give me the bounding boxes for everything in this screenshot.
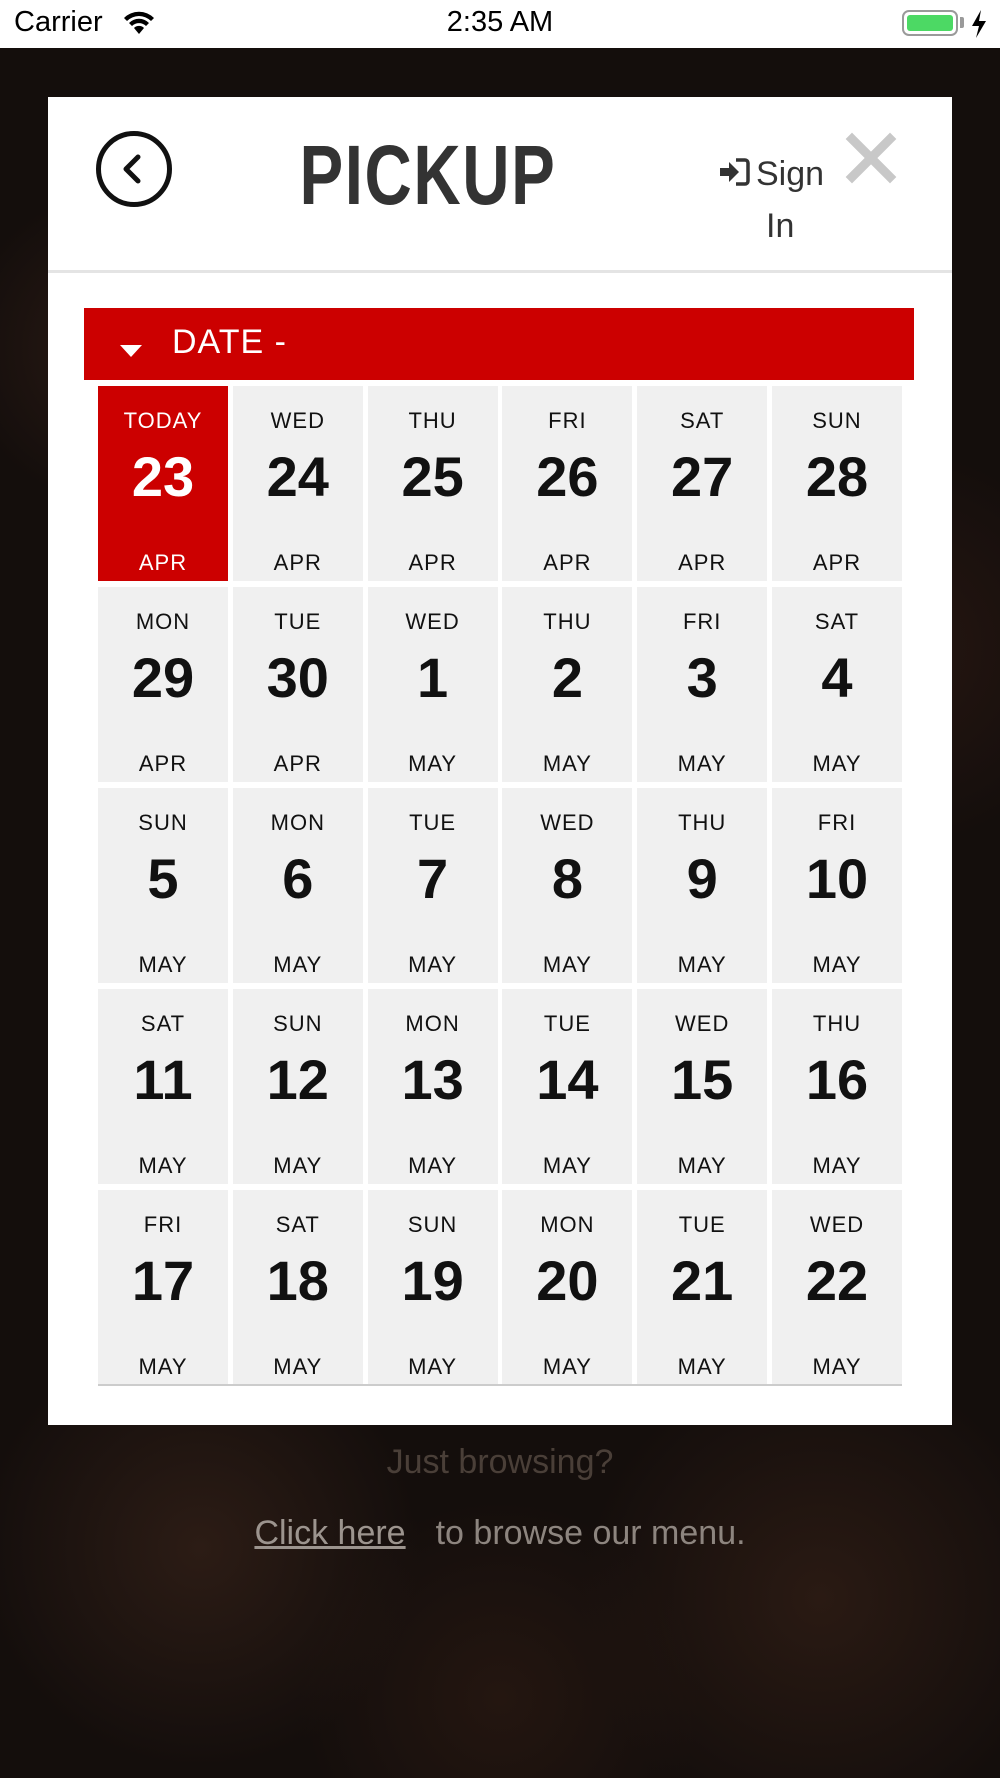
date-cell-day: 13 <box>401 1048 464 1111</box>
date-cell-weekday: TUE <box>274 609 322 634</box>
date-cell-month: MAY <box>273 1354 323 1379</box>
caret-down-icon <box>120 344 142 363</box>
status-time: 2:35 AM <box>446 6 554 38</box>
date-cell-weekday: SUN <box>407 1212 458 1237</box>
date-cell-month: MAY <box>677 1354 727 1379</box>
date-cell-month: MAY <box>812 952 862 977</box>
date-cell[interactable] <box>502 989 632 1184</box>
date-cell-weekday: THU <box>543 609 592 634</box>
date-cell-day: 24 <box>266 445 329 508</box>
date-cell-weekday: SUN <box>273 1011 323 1036</box>
date-cell[interactable] <box>233 587 363 782</box>
date-section-label: DATE - <box>172 323 287 361</box>
date-cell-day: 25 <box>401 445 464 508</box>
date-cell-day: 3 <box>686 646 718 709</box>
date-cell-day: 8 <box>551 847 583 910</box>
date-cell-day: 17 <box>131 1249 195 1312</box>
date-cell-day: 9 <box>686 847 718 910</box>
date-cell[interactable] <box>772 1190 902 1385</box>
date-cell[interactable] <box>233 1190 363 1385</box>
date-cell-weekday: WED <box>540 810 595 835</box>
close-icon <box>844 131 898 185</box>
date-cell-month: APR <box>408 550 457 575</box>
date-cell-weekday: TUE <box>543 1011 591 1036</box>
background-browse-line <box>0 1514 1000 1553</box>
date-cell[interactable] <box>98 989 228 1184</box>
header-divider <box>48 270 952 273</box>
browse-menu-text: to browse our menu. <box>435 1514 746 1552</box>
page-title: PICKUP <box>299 128 557 222</box>
sign-in-icon <box>718 151 750 201</box>
date-cell-month: MAY <box>542 952 592 977</box>
status-bar <box>0 0 1000 48</box>
date-cell[interactable] <box>637 788 767 983</box>
date-cell-month: MAY <box>408 1153 458 1178</box>
date-cell[interactable] <box>233 386 363 581</box>
date-cell-month: MAY <box>138 1354 188 1379</box>
date-cell[interactable] <box>502 587 632 782</box>
date-cell[interactable] <box>368 1190 498 1385</box>
date-cell-day: 27 <box>671 445 734 508</box>
date-cell-weekday: WED <box>405 609 460 634</box>
date-cell-day: 26 <box>536 445 599 508</box>
date-cell-day: 1 <box>417 646 449 709</box>
sign-in-label-line2: In <box>766 207 795 246</box>
date-cell[interactable] <box>98 1190 228 1385</box>
date-cell[interactable] <box>502 788 632 983</box>
date-cell-month: MAY <box>408 751 458 776</box>
date-cell-weekday: TUE <box>678 1212 726 1237</box>
pickup-modal <box>48 97 952 1425</box>
date-cell[interactable] <box>637 386 767 581</box>
close-button[interactable] <box>844 131 898 185</box>
date-cell[interactable] <box>233 788 363 983</box>
date-cell-month: MAY <box>677 952 727 977</box>
date-cell-month: APR <box>543 550 592 575</box>
date-cell-day: 28 <box>805 445 869 508</box>
date-cell-day: 14 <box>536 1048 599 1111</box>
date-cell[interactable] <box>98 788 228 983</box>
date-cell-weekday: MON <box>540 1212 595 1237</box>
date-cell-day: 11 <box>133 1048 193 1111</box>
date-cell-weekday: FRI <box>817 810 857 835</box>
date-cell-day: 5 <box>147 847 179 910</box>
battery-icon <box>902 10 958 36</box>
date-cell-day: 30 <box>266 646 329 709</box>
date-cell-month: MAY <box>408 1354 458 1379</box>
date-cell[interactable] <box>637 587 767 782</box>
date-cell-month: MAY <box>812 751 862 776</box>
date-cell[interactable] <box>98 587 228 782</box>
date-cell-day: 29 <box>131 646 195 709</box>
battery-cap <box>960 17 964 28</box>
date-cell[interactable] <box>368 788 498 983</box>
date-cell-weekday: SUN <box>812 408 862 433</box>
date-cell-weekday: SAT <box>814 609 860 634</box>
date-cell[interactable] <box>368 386 498 581</box>
date-cell-weekday: THU <box>678 810 727 835</box>
date-cell-weekday: WED <box>270 408 325 433</box>
date-cell-weekday: MON <box>405 1011 460 1036</box>
date-cell[interactable] <box>233 989 363 1184</box>
date-cell-weekday: THU <box>812 1011 862 1036</box>
date-cell-day: 19 <box>401 1249 464 1312</box>
date-cell[interactable] <box>772 788 902 983</box>
date-grid <box>98 386 902 1385</box>
date-cell-weekday: FRI <box>548 408 587 433</box>
date-cell-day: 15 <box>671 1048 734 1111</box>
date-cell-weekday: WED <box>675 1011 730 1036</box>
date-cell[interactable] <box>772 587 902 782</box>
date-section-header[interactable] <box>84 308 914 380</box>
date-cell-selected[interactable] <box>98 386 228 581</box>
date-cell-weekday: WED <box>809 1212 865 1237</box>
date-cell-day: 4 <box>821 646 853 709</box>
date-cell-month: APR <box>138 751 188 776</box>
date-cell-month: MAY <box>542 751 592 776</box>
background-browsing-text: Just browsing? <box>386 1443 614 1481</box>
date-cell-weekday: SAT <box>275 1212 320 1237</box>
date-cell[interactable] <box>772 386 902 581</box>
browse-menu-link[interactable]: Click here <box>254 1514 406 1552</box>
date-cell-month: MAY <box>138 952 188 977</box>
date-cell-day: 20 <box>536 1249 599 1312</box>
date-cell-weekday: FRI <box>682 609 722 634</box>
date-cell-weekday: TODAY <box>123 408 203 433</box>
date-cell-day: 21 <box>671 1249 734 1312</box>
date-cell-month: MAY <box>273 952 323 977</box>
date-cell-month: MAY <box>542 1153 592 1178</box>
date-cell[interactable] <box>637 989 767 1184</box>
date-cell-month: APR <box>273 751 322 776</box>
date-cell-day: 23 <box>131 445 195 508</box>
date-cell-month: APR <box>138 550 188 575</box>
date-cell[interactable] <box>368 989 498 1184</box>
date-cell[interactable] <box>637 1190 767 1385</box>
date-cell-weekday: THU <box>408 408 457 433</box>
date-cell-month: MAY <box>677 1153 727 1178</box>
date-cell-day: 6 <box>282 847 314 910</box>
date-cell-month: MAY <box>408 952 458 977</box>
date-cell-day: 22 <box>805 1249 869 1312</box>
date-cell-day: 10 <box>805 847 869 910</box>
date-cell-month: MAY <box>677 751 727 776</box>
date-cell[interactable] <box>502 386 632 581</box>
carrier-label: Carrier <box>14 6 103 38</box>
date-cell-weekday: MON <box>270 810 325 835</box>
date-cell-day: 7 <box>417 847 449 910</box>
date-cell[interactable] <box>772 989 902 1184</box>
date-cell[interactable] <box>368 587 498 782</box>
date-cell-weekday: FRI <box>143 1212 183 1237</box>
date-cell-weekday: SUN <box>138 810 188 835</box>
date-cell-day: 2 <box>551 646 583 709</box>
date-cell-month: MAY <box>542 1354 592 1379</box>
date-cell-weekday: TUE <box>409 810 457 835</box>
date-cell-month: APR <box>678 550 727 575</box>
battery-level-fill <box>907 15 953 31</box>
date-cell-weekday: MON <box>135 609 191 634</box>
date-cell-month: MAY <box>138 1153 188 1178</box>
grid-bottom-border <box>98 1384 902 1386</box>
date-cell-day: 16 <box>805 1048 869 1111</box>
sign-in-label-line1: Sign <box>756 155 825 193</box>
date-cell-month: MAY <box>273 1153 323 1178</box>
date-cell-day: 18 <box>266 1249 329 1312</box>
date-cell-month: MAY <box>812 1354 862 1379</box>
date-cell-month: APR <box>273 550 322 575</box>
date-cell-day: 12 <box>266 1048 329 1111</box>
date-cell-weekday: SAT <box>680 408 725 433</box>
date-cell[interactable] <box>502 1190 632 1385</box>
charging-bolt-icon <box>970 10 988 43</box>
date-cell-month: MAY <box>812 1153 862 1178</box>
date-cell-weekday: SAT <box>140 1011 186 1036</box>
date-cell-month: APR <box>812 550 862 575</box>
